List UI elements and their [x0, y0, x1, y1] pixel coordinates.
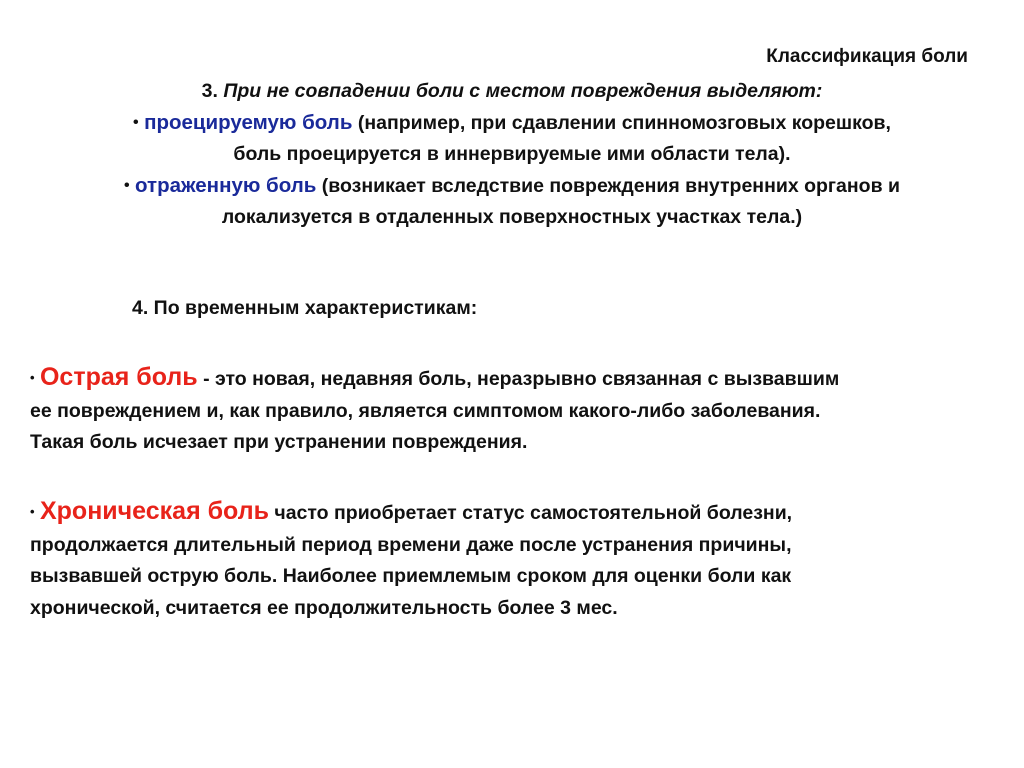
referred-pain-term: отраженную боль — [135, 174, 317, 197]
referred-pain-desc-1: (возникает вследствие повреждения внутренних органов и — [321, 175, 900, 197]
chronic-pain-term: Хроническая боль — [39, 497, 269, 525]
bullet-icon: • — [124, 177, 130, 194]
bullet-icon: • — [30, 370, 35, 385]
slide-title: Классификация боли — [766, 46, 968, 67]
chronic-pain-text-3: вызвавшей острую боль. Наиболее приемлемым сроком для оценки боли как — [30, 565, 792, 587]
section-3-heading — [20, 76, 1004, 107]
bullet-icon: • — [30, 504, 35, 519]
referred-pain-line-2 — [20, 202, 1004, 233]
section-4-heading: 4. По временным характеристикам: — [132, 297, 478, 319]
referred-pain-line-1 — [20, 170, 1004, 202]
acute-pain-text-1: - это новая, недавняя боль, неразрывно связанная с вызвавшим — [203, 368, 840, 390]
projected-pain-desc-2: боль проецируется в иннервируемые ими области тела). — [233, 143, 791, 165]
section-3 — [20, 76, 1004, 233]
chronic-pain-line-1 — [30, 496, 990, 530]
projected-pain-line-2 — [20, 139, 1004, 170]
chronic-pain-text-4: хронической, считается ее продолжительность более 3 мес. — [30, 596, 618, 619]
section-3-number: 3. — [201, 80, 218, 102]
chronic-pain-paragraph — [30, 496, 990, 624]
acute-pain-paragraph — [30, 362, 990, 459]
acute-pain-line-1 — [30, 362, 990, 396]
section-3-heading-text: При не совпадении боли с местом повреждения выделяют: — [223, 80, 823, 102]
chronic-pain-text-1: часто приобретает статус самостоятельной болезни, — [274, 502, 793, 524]
projected-pain-term: проецируемую боль — [144, 111, 353, 134]
projected-pain-desc-1: (например, при сдавлении спинномозговых корешков, — [357, 112, 891, 134]
projected-pain-line-1 — [20, 107, 1004, 139]
referred-pain-desc-2: локализуется в отдаленных поверхностных участках тела.) — [221, 206, 803, 228]
bullet-icon: • — [133, 114, 139, 131]
chronic-pain-text-2: продолжается длительный период времени даже после устранения причины, — [30, 533, 792, 556]
acute-pain-text-2: ее повреждением и, как правило, является симптомом какого-либо заболевания. — [30, 399, 821, 422]
acute-pain-text-3: Такая боль исчезает при устранении повреждения. — [30, 431, 528, 453]
acute-pain-term: Острая боль — [39, 363, 198, 391]
